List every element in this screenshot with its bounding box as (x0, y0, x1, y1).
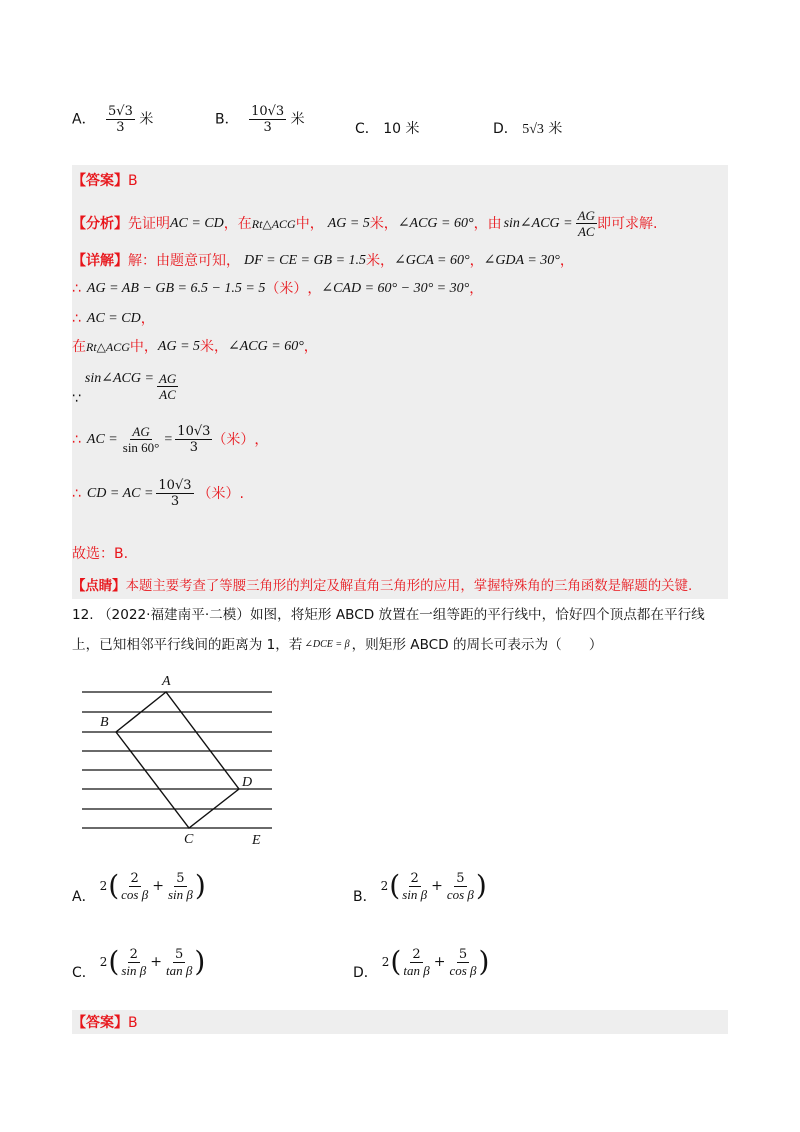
analysis-sin: sin∠ACG = (503, 215, 573, 231)
line-eq: ∠ACG = 60° (228, 339, 304, 354)
frac-num: 2 (129, 946, 138, 962)
frac-num: 5 (175, 946, 184, 962)
frac-den: cos β (449, 962, 477, 978)
answer-tag: 【答案】 (72, 1015, 128, 1031)
line-eq: AG = AB − GB = 6.5 − 1.5 = 5 (86, 281, 266, 296)
frac-num: 10√3 (177, 424, 211, 439)
close-paren: ) (194, 945, 206, 978)
option-unit: 米 (548, 121, 563, 137)
option-fraction-1 (400, 871, 429, 902)
option-fraction-1 (401, 947, 431, 978)
option-fraction-2 (166, 871, 195, 902)
frac-den: tan β (166, 962, 193, 978)
frac-num: 10√3 (158, 478, 192, 493)
line-eq: AG = 5 (157, 339, 201, 354)
frac-den: cos β (446, 886, 474, 902)
option-fraction-1 (119, 871, 150, 902)
line-lhs: AC = (86, 431, 118, 447)
frac-den: 3 (170, 494, 180, 509)
option-coef: 2 (380, 879, 389, 893)
question-text: ，则矩形 ABCD 的周长可表示为（ ） (351, 637, 603, 653)
line-end: ， (140, 311, 155, 327)
frac-num: 10√3 (251, 104, 285, 119)
question-eq: ∠DCE = β (304, 639, 350, 650)
line-unit: （米） (212, 431, 255, 448)
frac-den: tan β (403, 962, 430, 978)
point-c-label: C (184, 832, 194, 847)
analysis-eq: AC = CD (170, 215, 224, 231)
point-a-label: A (162, 674, 171, 689)
option-plus: + (431, 878, 443, 894)
open-paren: ( (390, 945, 402, 978)
line-tri: Rt△ACG (86, 340, 130, 354)
analysis-text: 即可求解. (596, 215, 658, 232)
option-plus: + (433, 954, 446, 970)
line-eq: AC = CD (86, 311, 141, 326)
answer-line (72, 172, 138, 190)
option-coef: 2 (99, 955, 108, 969)
option-label: B． (353, 889, 377, 905)
analysis-text: ，由 (473, 215, 502, 232)
detail-text: ， (469, 253, 484, 269)
detail-text: 米， (366, 253, 395, 269)
option-plus: + (150, 954, 162, 970)
option-label: A． (72, 889, 96, 905)
choose-line: 故选：B. (72, 546, 129, 562)
frac-den: AC (577, 224, 595, 239)
analysis-text: ，在 (223, 215, 252, 232)
option-fraction (249, 104, 286, 135)
frac-den: 3 (189, 440, 198, 455)
line-lhs: sin∠ACG = (84, 371, 154, 386)
frac-num: 5 (176, 870, 185, 886)
analysis-fraction (576, 208, 597, 239)
detail-eq: ∠GCA = 60° (394, 253, 470, 268)
therefore-mark: ∴ (72, 485, 81, 502)
option-plus: + (152, 878, 164, 894)
analysis-text: 中， (295, 215, 324, 232)
frac-den: 3 (263, 120, 272, 135)
line-fraction (121, 424, 162, 455)
point-b-label: B (100, 715, 109, 730)
open-paren: ( (389, 869, 401, 902)
detail-eq: ∠GDA = 30° (483, 253, 560, 268)
point-tag: 【点睛】 (72, 579, 126, 594)
frac-den: sin β (402, 886, 428, 902)
option-label: C． (355, 121, 379, 137)
solution-line-3 (72, 310, 155, 328)
line-eq: = (164, 431, 173, 447)
frac-num: AG (132, 424, 150, 439)
analysis-text: 米， (369, 215, 398, 232)
frac-den: AC (159, 387, 176, 402)
option-text: 10 米 (383, 121, 420, 137)
option-fraction-2 (164, 947, 194, 978)
option-c-top (355, 120, 420, 138)
line-sep: ， (307, 281, 322, 297)
analysis-eq: ∠ACG = 60° (397, 215, 474, 231)
question-line-2 (72, 636, 602, 654)
point-text: 本题主要考查了等腰三角形的判定及解直角三角形的应用，掌握特殊角的三角函数是解题的关键. (125, 579, 693, 594)
point-line (72, 578, 692, 596)
close-paren: ) (475, 869, 487, 902)
frac-num: 2 (412, 946, 421, 962)
option-b-bottom (353, 866, 487, 906)
line-text: 中， (129, 339, 158, 355)
line-fraction (156, 478, 193, 509)
frac-num: 2 (130, 870, 139, 886)
answer-line-2 (72, 1014, 138, 1032)
rectangle-parallel-lines-figure (72, 668, 282, 853)
detail-text: 解：由题意可知， (128, 253, 240, 269)
option-c-bottom (72, 942, 205, 982)
option-label: D． (493, 121, 518, 137)
option-a-bottom (72, 866, 206, 906)
open-paren: ( (108, 869, 120, 902)
line-end: ， (254, 431, 269, 448)
detail-eq: DF = CE = GB = 1.5 (244, 253, 367, 268)
solution-line-5 (72, 370, 178, 407)
frac-den: sin β (121, 962, 147, 978)
question-source: （2022·福建南平·二模） (97, 607, 250, 623)
line-end: ， (469, 281, 484, 297)
point-d-label: D (242, 775, 253, 790)
option-label: B． (215, 111, 239, 128)
frac-num: 5 (456, 870, 465, 886)
line-eq: ∠CAD = 60° − 30° = 30° (321, 281, 470, 296)
solution-line-4 (72, 338, 318, 356)
therefore-mark: ∴ (72, 311, 81, 327)
line-unit: （米） (265, 281, 308, 297)
frac-num: AG (158, 371, 177, 386)
option-fraction-2 (447, 947, 478, 978)
answer-value: B (128, 173, 138, 189)
option-fraction (106, 104, 135, 135)
option-b-top (215, 104, 305, 135)
line-end: ， (303, 339, 318, 355)
frac-den: sin 60° (122, 440, 160, 455)
answer-value: B (128, 1015, 138, 1031)
analysis-tag: 【分析】 (72, 215, 128, 232)
open-paren: ( (108, 945, 120, 978)
option-coef: 2 (381, 955, 390, 969)
frac-num: AG (577, 208, 595, 223)
option-d-top (493, 120, 562, 139)
option-label: A． (72, 111, 96, 128)
detail-line (72, 252, 574, 270)
option-fraction-2 (445, 871, 476, 902)
close-paren: ) (478, 945, 490, 978)
option-label: D． (353, 965, 378, 981)
option-a-top (72, 104, 153, 135)
analysis-eq: AG = 5 (327, 215, 370, 231)
answer-block-2 (72, 1010, 728, 1034)
frac-num: 5√3 (108, 104, 133, 119)
line-fraction (175, 424, 212, 455)
analysis-text: 先证明 (128, 215, 170, 232)
option-coef: 2 (99, 879, 108, 893)
line-end: . (239, 485, 244, 502)
option-d-bottom (353, 942, 489, 982)
option-fraction-1 (119, 947, 148, 978)
question-text: 如图，将矩形 ABCD 放置在一组等距的平行线中，恰好四个顶点都在平行线 (249, 607, 705, 623)
question-number: 12. (72, 607, 94, 623)
therefore-mark: ∴ (72, 281, 81, 297)
therefore-mark: ∴ (72, 431, 81, 448)
solution-line-6 (72, 424, 268, 455)
line-text: 米， (200, 339, 229, 355)
frac-den: sin β (167, 886, 193, 902)
line-lhs: CD = AC = (86, 485, 154, 501)
line-unit: （米） (197, 485, 240, 502)
detail-text: ， (559, 253, 574, 269)
option-unit: 米 (139, 111, 154, 128)
frac-num: 2 (410, 870, 419, 886)
analysis-line (72, 208, 657, 239)
option-label: C． (72, 965, 96, 981)
frac-num: 5 (458, 946, 468, 962)
detail-tag: 【详解】 (72, 253, 128, 269)
close-paren: ) (194, 869, 206, 902)
solution-line-7 (72, 478, 244, 509)
answer-tag: 【答案】 (72, 173, 128, 189)
option-unit: 米 (290, 111, 305, 128)
because-mark: ∵ (72, 391, 81, 407)
question-text: 上，已知相邻平行线间的距离为 1，若 (72, 637, 303, 653)
line-text: 在 (72, 339, 86, 355)
option-text: 5√3 (522, 122, 544, 137)
line-fraction (157, 371, 178, 402)
solution-line-2 (72, 280, 483, 298)
analysis-tri: Rt△ACG (251, 216, 296, 231)
frac-den: 3 (116, 120, 125, 135)
point-e-label: E (252, 833, 261, 848)
question-line-1 (72, 606, 705, 624)
frac-den: cos β (121, 886, 149, 902)
